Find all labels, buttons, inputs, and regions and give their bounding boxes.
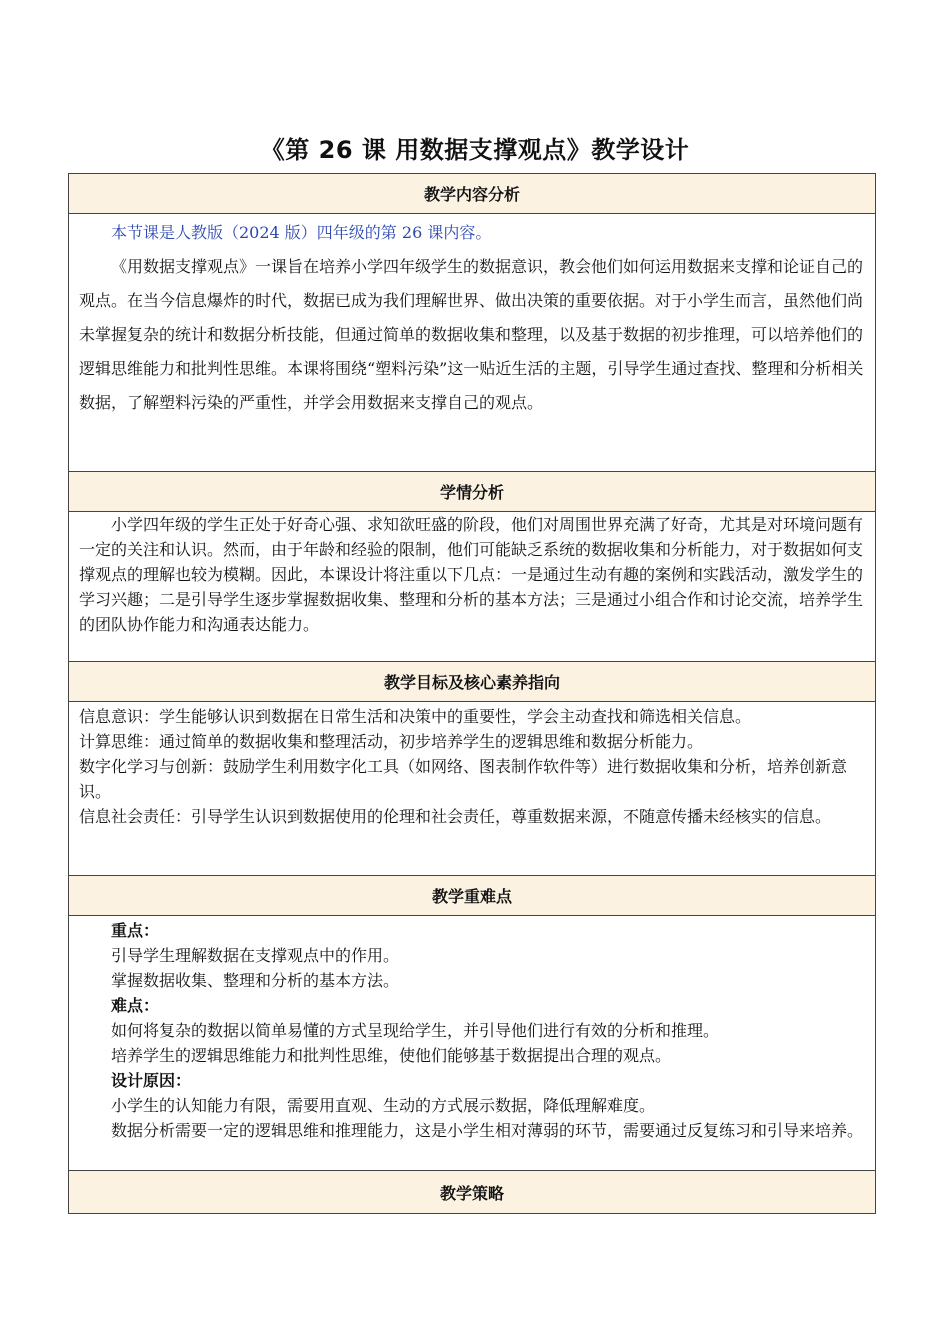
content-analysis-body: 《用数据支撑观点》一课旨在培养小学四年级学生的数据意识，教会他们如何运用数据来支撑和论证自己的观点。在当今信息爆炸的时代，数据已成为我们理解世界、做出决策的重要依据。对于小学生而言，虽然他们尚未掌握复杂的统计和数据分析技能，但通过简单的数据收集和整理，以及基于数据的初步推理，可以培养他们的逻辑思维能力和批判性思维。本课将围绕“塑料污染”这一贴近生活的主题，引导学生通过查找、整理和分析相关数据，了解塑料污染的严重性，并学会用数据来支撑自己的观点。 <box>79 257 864 412</box>
difficult-points-label: 难点： <box>111 996 160 1015</box>
objectives-heading: 教学目标及核心素养指向 <box>69 662 875 702</box>
key-point-item: 掌握数据收集、整理和分析的基本方法。 <box>111 971 400 990</box>
objective-item: 数字化学习与创新：鼓励学生利用数字化工具（如网络、图表制作软件等）进行数据收集和分析，培养创新意识。 <box>79 757 848 801</box>
document-title: 《第 26 课 用数据支撑观点》教学设计 <box>260 136 690 164</box>
objective-item: 信息意识：学生能够认识到数据在日常生活和决策中的重要性，学会主动查找和筛选相关信息。 <box>79 707 752 726</box>
objectives-cell <box>69 702 875 876</box>
objective-item: 信息社会责任：引导学生认识到数据使用的伦理和社会责任，尊重数据来源，不随意传播未经核实的信息。 <box>79 807 832 826</box>
design-reason-item: 数据分析需要一定的逻辑思维和推理能力，这是小学生相对薄弱的环节，需要通过反复练习和引导来培养。 <box>111 1121 864 1140</box>
design-reason-label: 设计原因： <box>111 1071 192 1090</box>
key-points-label: 重点： <box>111 921 160 940</box>
learner-analysis-cell <box>69 512 875 662</box>
learner-analysis-heading: 学情分析 <box>69 472 875 512</box>
key-difficult-cell <box>69 916 875 1171</box>
key-point-item: 引导学生理解数据在支撑观点中的作用。 <box>111 946 400 965</box>
difficult-point-item: 培养学生的逻辑思维能力和批判性思维，使他们能够基于数据提出合理的观点。 <box>111 1046 672 1065</box>
content-analysis-heading: 教学内容分析 <box>69 174 875 214</box>
design-reason-item: 小学生的认知能力有限，需要用直观、生动的方式展示数据，降低理解难度。 <box>111 1096 656 1115</box>
content-analysis-cell <box>69 214 875 472</box>
content-analysis-intro: 本节课是人教版（2024 版）四年级的第 26 课内容。 <box>111 223 492 242</box>
strategy-heading: 教学策略 <box>69 1171 875 1213</box>
learner-analysis-body: 小学四年级的学生正处于好奇心强、求知欲旺盛的阶段，他们对周围世界充满了好奇，尤其是对环境问题有一定的关注和认识。然而，由于年龄和经验的限制，他们可能缺乏系统的数据收集和分析能力，对于数据如何支撑观点的理解也较为模糊。因此，本课设计将注重以下几点：一是通过生动有趣的案例和实践活动，激发学生的学习兴趣；二是引导学生逐步掌握数据收集、整理和分析的基本方法；三是通过小组合作和讨论交流，培养学生的团队协作能力和沟通表达能力。 <box>79 515 864 634</box>
objective-item: 计算思维：通过简单的数据收集和整理活动，初步培养学生的逻辑思维和数据分析能力。 <box>79 732 704 751</box>
lesson-design-table <box>68 173 876 1214</box>
key-difficult-heading: 教学重难点 <box>69 876 875 916</box>
difficult-point-item: 如何将复杂的数据以简单易懂的方式呈现给学生，并引导他们进行有效的分析和推理。 <box>111 1021 720 1040</box>
